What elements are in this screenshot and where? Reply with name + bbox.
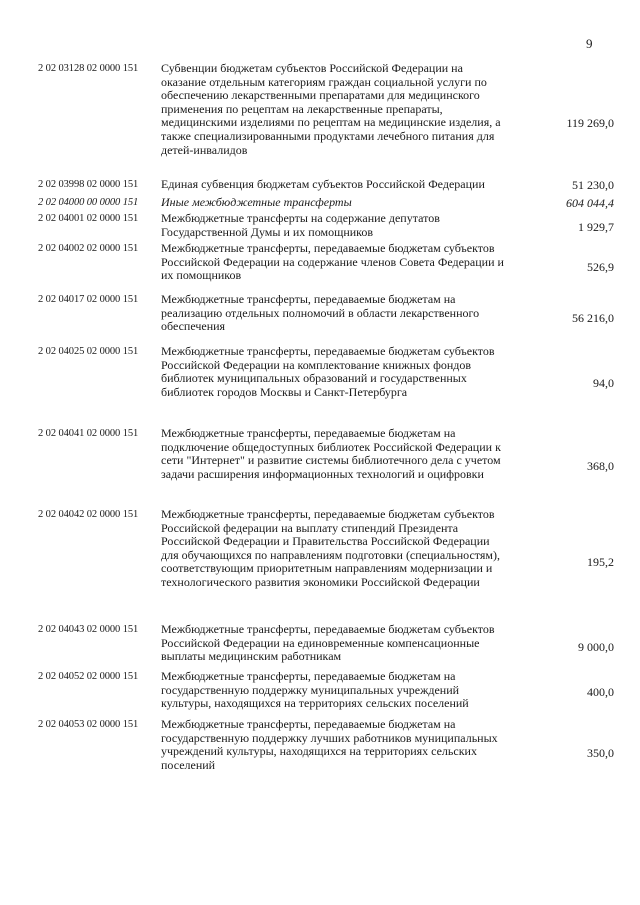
budget-code: 2 02 04053 02 0000 151 — [38, 719, 139, 730]
budget-code: 2 02 04000 00 0000 151 — [38, 197, 139, 208]
budget-code: 2 02 04001 02 0000 151 — [38, 213, 139, 224]
row-description: Межбюджетные трансферты, передаваемые бюджетам на государственную поддержку муниципальных учреждений культуры, находящихся на территориях сельских поселений — [161, 669, 469, 711]
row-description: Межбюджетные трансферты, передаваемые бюджетам на подключение общедоступных библиотек Российской Федерации к сети "Интернет" и развитие системы библиотечного дела с учетом задачи расширения информационных технологий и оцифровки — [161, 426, 501, 481]
page-number: 9 — [586, 36, 593, 51]
row-amount: 400,0 — [587, 685, 614, 699]
row-amount: 368,0 — [587, 459, 614, 473]
row-amount: 56 216,0 — [572, 311, 614, 325]
budget-code: 2 02 04002 02 0000 151 — [38, 243, 139, 254]
row-amount: 1 929,7 — [578, 220, 614, 234]
budget-code: 2 02 03998 02 0000 151 — [38, 179, 139, 190]
row-amount: 9 000,0 — [578, 640, 614, 654]
budget-code: 2 02 04043 02 0000 151 — [38, 624, 139, 635]
budget-code: 2 02 04042 02 0000 151 — [38, 509, 139, 520]
row-amount: 51 230,0 — [572, 178, 614, 192]
row-description: Единая субвенция бюджетам субъектов Российской Федерации — [161, 177, 485, 191]
budget-code: 2 02 04041 02 0000 151 — [38, 428, 139, 439]
row-description: Межбюджетные трансферты, передаваемые бюджетам на государственную поддержку лучших работников муниципальных учреждений культуры, находящихся на территориях сельских поселений — [161, 717, 498, 772]
row-amount: 119 269,0 — [566, 116, 614, 130]
row-description: Межбюджетные трансферты на содержание депутатов Государственной Думы и их помощников — [161, 211, 440, 239]
row-description: Межбюджетные трансферты, передаваемые бюджетам субъектов Российской Федерации на единовременные компенсационные выплаты медицинским работникам — [161, 622, 495, 664]
row-amount: 195,2 — [587, 555, 614, 569]
row-amount: 604 044,4 — [566, 196, 614, 210]
row-description: Межбюджетные трансферты, передаваемые бюджетам субъектов Российской федерации на выплату стипендий Президента Российской Федерации и Правительства Российской Федерации для обучающихся по направлениям подготовки (специальностям), соответствующим приоритетным направлениям модернизации и технологического развития экономики Российской Федерации — [161, 507, 500, 589]
row-description: Субвенции бюджетам субъектов Российской Федерации на оказание отдельным категориям граждан социальной услуги по обеспечению лекарственными препаратами для медицинского применения по рецептам на лекарственные препараты, медицинскими изделиями по рецептам на медицинские изделия, а также специализированными продуктами лечебного питания для детей-инвалидов — [161, 61, 501, 157]
row-description: Иные межбюджетные трансферты — [161, 195, 352, 209]
row-amount: 350,0 — [587, 746, 614, 760]
row-description: Межбюджетные трансферты, передаваемые бюджетам субъектов Российской Федерации на содержание членов Совета Федерации и их помощников — [161, 241, 504, 283]
row-amount: 526,9 — [587, 260, 614, 274]
budget-code: 2 02 04052 02 0000 151 — [38, 671, 139, 682]
budget-code: 2 02 03128 02 0000 151 — [38, 63, 139, 74]
budget-code: 2 02 04025 02 0000 151 — [38, 346, 139, 357]
row-description: Межбюджетные трансферты, передаваемые бюджетам на реализацию отдельных полномочий в области лекарственного обеспечения — [161, 292, 480, 334]
row-description: Межбюджетные трансферты, передаваемые бюджетам субъектов Российской Федерации на комплектование книжных фондов библиотек муниципальных образований и государственных библиотек городов Москвы и Санкт-Петербурга — [161, 344, 495, 399]
row-amount: 94,0 — [593, 376, 614, 390]
budget-code: 2 02 04017 02 0000 151 — [38, 294, 139, 305]
